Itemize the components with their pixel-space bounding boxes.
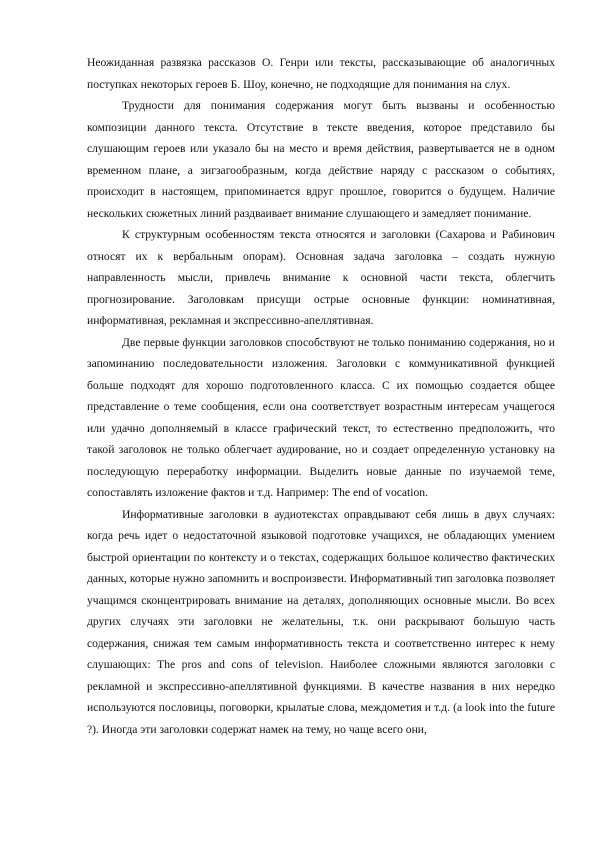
document-page bbox=[87, 52, 555, 740]
paragraph-1: Неожиданная развязка рассказов О. Генри или тексты, рассказывающие об аналогичных поступках некоторых героев Б. Шоу, конечно, не подходящие для понимания на слух. bbox=[87, 56, 555, 91]
paragraph-2: Трудности для понимания содержания могут быть вызваны и особенностью композиции данного текста. Отсутствие в тексте введения, которое представило бы слушающим героев или указало бы на место и время действия, развертывается не в одном временном плане, а зигзагообразным, когда действие наряду с рассказом о событиях, происходит в настоящем, припоминается вдруг прошлое, говорится о будущем. Наличие нескольких сюжетных линий раздваивает внимание слушающего и замедляет понимание. bbox=[87, 99, 555, 220]
paragraph-3: К структурным особенностям текста относятся и заголовки (Сахарова и Рабинович относят их к вербальным опорам). Основная задача заголовка – создать нужную направленность мысли, привлечь внимание к основной части текста, облегчить прогнозирование. Заголовкам присущи острые основные функции: номинативная, информативная, рекламная и экспрессивно-апеллятивная. bbox=[87, 228, 555, 327]
paragraph-5: Информативные заголовки в аудиотекстах оправдывают себя лишь в двух случаях: когда речь идет о недостаточной языковой подготовке учащихся, не обладающих умением быстрой ориентации по контексту и о текстах, содержащих большое количество фактических данных, которые нужно запомнить и воспроизвести. Информативный тип заголовка позволяет учащимся сконцентрировать внимание на деталях, дополняющих основные мысли. Во всех других случаях эти заголовки не желательны, т.к. они раскрывают большую часть содержания, снижая тем самым информативность текста и соответственно интерес к нему слушающих: The pros and cons of television. Наиболее сложными являются заголовки с рекламной и экспрессивно-апеллятивной функциями. В качестве названия в них нередко используются пословицы, поговорки, крылатые слова, междометия и т.д. (a look into the future ?). Иногда эти заголовки содержат намек на тему, но чаще всего они, bbox=[87, 507, 555, 736]
paragraph-4: Две первые функции заголовков способствуют не только пониманию содержания, но и запоминанию последовательности изложения. Заголовки с коммуникативной функцией больше подходят для хорошо подготовленного класса. С их помощью создается общее представление о теме сообщения, если она соответствует возрастным интересам учащегося или удачно дополняемый в классе графический текст, то естественно предположить, что такой заголовок не только облегчает аудирование, но и создает определенную установку на последующую переработку информации. Выделить новые данные по изучаемой теме, сопоставлять изложение фактов и т.д. Например: The end of vocation. bbox=[87, 335, 555, 499]
